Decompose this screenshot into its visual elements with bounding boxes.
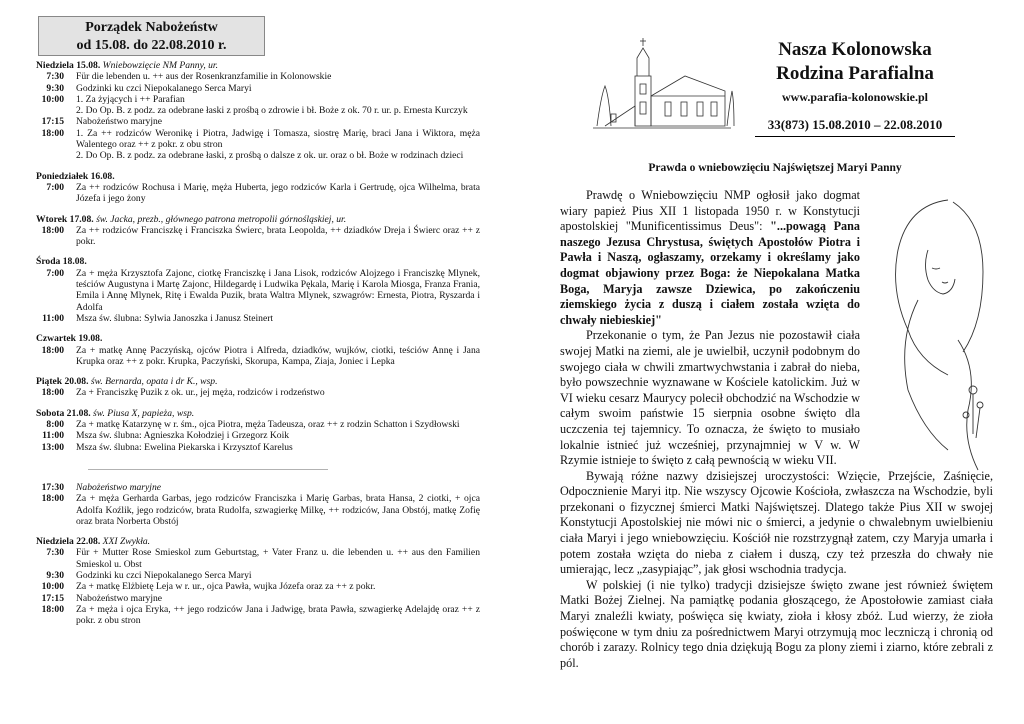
day-feast: św. Jacka, prezb., głównego patrona metropolii górnośląskiej, ur. [96, 213, 347, 225]
mass-entry [36, 493, 480, 527]
issue-number: 33(873) 15.08.2010 – 22.08.2010 [767, 117, 943, 132]
mass-entry [36, 225, 480, 248]
mass-schedule [36, 60, 480, 626]
mass-intention: Za + męża Gerharda Garbas, jego rodziców Franciszka i Marię Garbas, brata Hansa, 2 ciotki, + ojca Adolfa Koźlik, jego rodziców, brata Rudolfa, szwagierkę Milkę, ++ rodziców, Jana Obstój, matkę Zofię oraz brata Norberta Obstój [76, 493, 480, 527]
mass-entry [36, 570, 480, 581]
day-date: Czwartek 19.08. [36, 333, 103, 345]
mass-intention: Nabożeństwo maryjne [76, 481, 162, 493]
masthead-title-line1: Nasza Kolonowska [778, 39, 932, 60]
mass-entry [36, 604, 480, 627]
mass-time: 13:00 [41, 441, 64, 453]
day-date: Sobota 21.08. [36, 407, 91, 419]
day-feast: św. Piusa X, papieża, wsp. [93, 407, 195, 419]
mass-entry [36, 419, 480, 430]
mass-time: 11:00 [42, 430, 64, 442]
mass-time: 8:00 [46, 419, 64, 431]
mass-time [36, 150, 76, 161]
day-date: Niedziela 15.08. [36, 60, 101, 71]
mass-time: 9:30 [46, 569, 64, 581]
mass-intention: Za ++ rodziców Rochusa i Marię, męża Huberta, jego rodziców Karla i Gertrudę, ojca Wilhelma, brata Józefa i jego żony [76, 181, 480, 205]
day-date: Poniedziałek 16.08. [36, 170, 115, 182]
schedule-dates: od 15.08. do 22.08.2010 r. [76, 38, 227, 53]
mass-intention: Godzinki ku czci Niepokalanego Serca Maryi [76, 569, 252, 581]
day-heading [36, 60, 480, 71]
mass-intention: Godzinki ku czci Niepokalanego Serca Maryi [76, 82, 252, 94]
day-heading [36, 214, 480, 225]
mass-time: 7:00 [46, 181, 64, 193]
mass-time: 7:30 [46, 71, 64, 83]
mass-intention: Za ++ rodziców Franciszkę i Franciszka Świerc, brata Leopolda, ++ dziadków Dreja i Świerc oraz ++ z pokr. [76, 224, 480, 248]
article-body [560, 188, 993, 671]
mass-entry [36, 83, 480, 94]
schedule-header [38, 16, 265, 56]
day-heading [36, 333, 480, 344]
mass-time: 18:00 [41, 493, 64, 505]
mass-intention: Za + męża i ojca Eryka, ++ jego rodziców Jana i Jadwigę, brata Pawła, szwagierkę Adelajdę oraz ++ z pokr. z obu stron [76, 603, 480, 627]
day-spacer [36, 453, 480, 462]
day-date: Niedziela 22.08. [36, 536, 101, 548]
day-feast: XXI Zwykła. [102, 536, 151, 548]
day-spacer [36, 367, 480, 376]
day-feast: Wniebowzięcie NM Panny, ur. [102, 60, 218, 71]
article-paragraph-4: W polskiej (i nie tylko) tradycji dzisiejsze święto zwane jest również świętem Matki Bożej Zielnej. Na pamiątkę podania głoszącego, że Apostołowie zamiast ciała Maryi znaleźli kwiaty, poświęca się kwiaty, zioła i kłosy zbóż. Lud wierzy, że zioła poświęcone w tym dniu za pośrednictwem Maryi otrzymują moc leczniczą i chronią od chorób i zarazy. Rolnicy tego dnia dziękują Bogu za plony ziemi i ziarno, które zebrali z pól. [560, 577, 993, 670]
mass-time: 18:00 [41, 224, 64, 236]
article-paragraph-3: Bywają różne nazwy dzisiejszej uroczystości: Wzięcie, Przejście, Zaśnięcie, Odpocznienie Maryi itp. Nie wszyscy Ojcowie Kościoła, zwłaszcza na Wschodzie, byli przekonani o fizycznej śmierci Matki Najświętszej. Dlatego także Pius XII w swojej Konstytucji Apostolskiej nie mówi nic o śmierci, a jedynie o chwalebnym uwielbieniu ciała Maryi i jego wniebowzięciu. Kościół nie rozstrzygnął zatem, czy Maryja umarła i potem została wzięta do nieba z ciałem i duszą, czy też przeszła do chwały nie umierając, lecz „zasypiając”, jak głosi wschodnia tradycja. [560, 468, 993, 577]
schedule-title: Porządek Nabożeństw [85, 20, 218, 35]
masthead-divider [755, 136, 955, 137]
mass-time: 18:00 [41, 603, 64, 615]
day-heading [36, 171, 480, 182]
mass-entry [36, 547, 480, 570]
mass-time: 17:15 [41, 592, 64, 604]
day-spacer [36, 162, 480, 171]
mass-intention: Nabożeństwo maryjne [76, 592, 163, 604]
mass-intention: Nabożeństwo maryjne [76, 116, 163, 128]
mass-intention: Msza św. ślubna: Agnieszka Kołodziej i Grzegorz Koik [76, 430, 290, 442]
mass-entry [36, 71, 480, 82]
day-date: Piątek 20.08. [36, 376, 89, 388]
mass-time: 10:00 [41, 93, 64, 105]
mass-entry [36, 150, 480, 161]
dogma-quote: "...powagą Pana naszego Jezusa Chrystusa, świętych Apostołów Piotra i Pawła i Naszą, ogłaszamy, orzekamy i określamy jako dogmat objawiony przez Boga: że Niepokalana Matka Boga, Maryja zawsze Dziewica, po zakończeniu ziemskiego życia z duszą i ciałem została wzięta do chwały niebieskiej" [560, 219, 860, 327]
day-spacer [36, 473, 480, 482]
mass-entry [36, 581, 480, 592]
article-paragraph-2: Przekonanie o tym, że Pan Jezus nie pozostawił ciała swojej Matki na ziemi, ale je uwielbił, uczynił podobnym do swojego ciała w chwili zmartwychwstania i zabrał do nieba, było powszechnie wyznawane w Kościele katolickim. Już w VI wieku cesarz Maurycy polecił obchodzić na Wschodzie w całym swoim państwie 15 sierpnia osobne święto dla uczczenia tej tajemnicy. To oznacza, że święto to musiało lokalnie istnieć już wcześniej, przynajmniej w V w. W Rzymie istnieje to święto z całą pewnością w wieku VII. [560, 328, 860, 468]
mass-time: 9:30 [46, 82, 64, 94]
mass-entry [36, 182, 480, 205]
mass-intention: Msza św. ślubna: Ewelina Piekarska i Krzysztof Karelus [76, 441, 293, 453]
mass-entry [36, 430, 480, 441]
parish-url[interactable]: www.parafia-kolonowskie.pl [781, 90, 929, 104]
mass-entry [36, 442, 480, 453]
day-date: Środa 18.08. [36, 256, 87, 268]
mass-entry [36, 128, 480, 151]
mass-entry [36, 345, 480, 368]
day-date: Wtorek 17.08. [36, 213, 94, 225]
day-heading [36, 256, 480, 267]
masthead-title [745, 38, 965, 86]
mass-entry [36, 268, 480, 313]
mass-intention: Za + matkę Elżbietę Leja w r. ur., ojca Pawła, wujka Józefa oraz za ++ z pokr. [76, 581, 376, 593]
mass-intention: 1. Za żyjących i ++ Parafian [76, 93, 185, 105]
mass-intention: 2. Do Op. B. z podz. za odebrane łaski z prośbą o zdrowie i bł. Boże z ok. 70 r. ur. p. Ernesta Kurczyk [76, 105, 468, 117]
mass-entry [36, 482, 480, 493]
mass-intention: Za + Franciszkę Puzik z ok. ur., jej męża, rodziców i rodzeństwo [76, 387, 325, 399]
church-illustration [585, 36, 735, 136]
mass-entry [36, 593, 480, 604]
mass-entry [36, 116, 480, 127]
article-paragraph-1 [560, 188, 860, 328]
mass-time: 17:15 [41, 116, 64, 128]
mass-time: 11:00 [42, 312, 64, 324]
mass-intention: Für die lebenden u. ++ aus der Rosenkranzfamilie in Kolonowskie [76, 71, 332, 83]
mass-time: 17:30 [41, 481, 64, 493]
mass-entry [36, 105, 480, 116]
mass-intention: Msza św. ślubna: Sylwia Janoszka i Janusz Steinert [76, 312, 274, 324]
mass-intention: 2. Do Op. B. z podz. za odebrane łaski, z prośbą o dalsze z ok. ur. oraz o bł. Boże w rodzinach dzieci [76, 150, 464, 162]
day-spacer [36, 247, 480, 256]
mass-intention: Za + męża Krzysztofa Zajonc, ciotkę Franciszkę i Jana Lisok, rodziców Alojzego i Franciszkę Mlynek, teściów Augustyna i Martę Zajonc, Hildegardę i Ludwika Pękala, Marię i Karola Miosga, Franza Frania, Emila i Annę Mlynek, Ritę i Ewalda Puzik, brata Waltra Mlynek, szwagrów: Ernesta, Piotra, Ryszarda i Adolfa [76, 267, 480, 313]
mass-intention: Für + Mutter Rose Smieskol zum Geburtstag, + Vater Franz u. die lebenden u. ++ aus den Familien Smieskol u. Obst [76, 547, 480, 570]
mass-time [36, 105, 76, 116]
day-heading [36, 536, 480, 547]
mass-entry [36, 313, 480, 324]
mass-time: 7:00 [46, 267, 64, 279]
day-feast: św. Bernarda, opata i dr K., wsp. [90, 376, 218, 388]
dotted-separator: ........................................................................................................................ [88, 462, 328, 472]
day-spacer [36, 205, 480, 214]
day-spacer [36, 399, 480, 408]
mass-entry [36, 94, 480, 105]
day-heading [36, 376, 480, 387]
mass-entry [36, 387, 480, 398]
mass-time: 18:00 [41, 344, 64, 356]
day-spacer [36, 324, 480, 333]
masthead-title-line2: Rodzina Parafialna [776, 63, 934, 84]
day-spacer [36, 527, 480, 536]
mass-time: 7:30 [46, 547, 64, 559]
article-title: Prawda o wniebowzięciu Najświętszej Maryi Panny [648, 162, 902, 174]
article-p1-lead: Prawdę o Wniebowzięciu NMP ogłosił jako dogmat wiary papież Pius XII 1 listopada 1950 r. w Konstytucji apostolskiej "Munificentissimus Deus": [560, 188, 860, 234]
day-heading [36, 408, 480, 419]
mass-time: 18:00 [41, 127, 64, 139]
mass-time: 18:00 [41, 387, 64, 399]
mass-time: 10:00 [41, 581, 64, 593]
mass-intention: Za + matkę Annę Paczyńską, ojców Piotra i Alfreda, dziadków, wujków, ciotki, teściów Annę i Jana Krupka oraz ++ z pokr. Krupka, Paczyński, Skorupa, Kampa, Ziaja, Joniec i Lepka [76, 344, 480, 367]
mass-intention: Za + matkę Katarzynę w r. śm., ojca Piotra, męża Tadeusza, oraz ++ z rodzin Schatton i Szydłowski [76, 419, 460, 431]
mass-intention: 1. Za ++ rodziców Weronikę i Piotra, Jadwigę i Tomasza, siostrę Marię, braci Jana i Wiktora, męża Walentego oraz ++ z pokr. z obu stron [76, 127, 480, 151]
